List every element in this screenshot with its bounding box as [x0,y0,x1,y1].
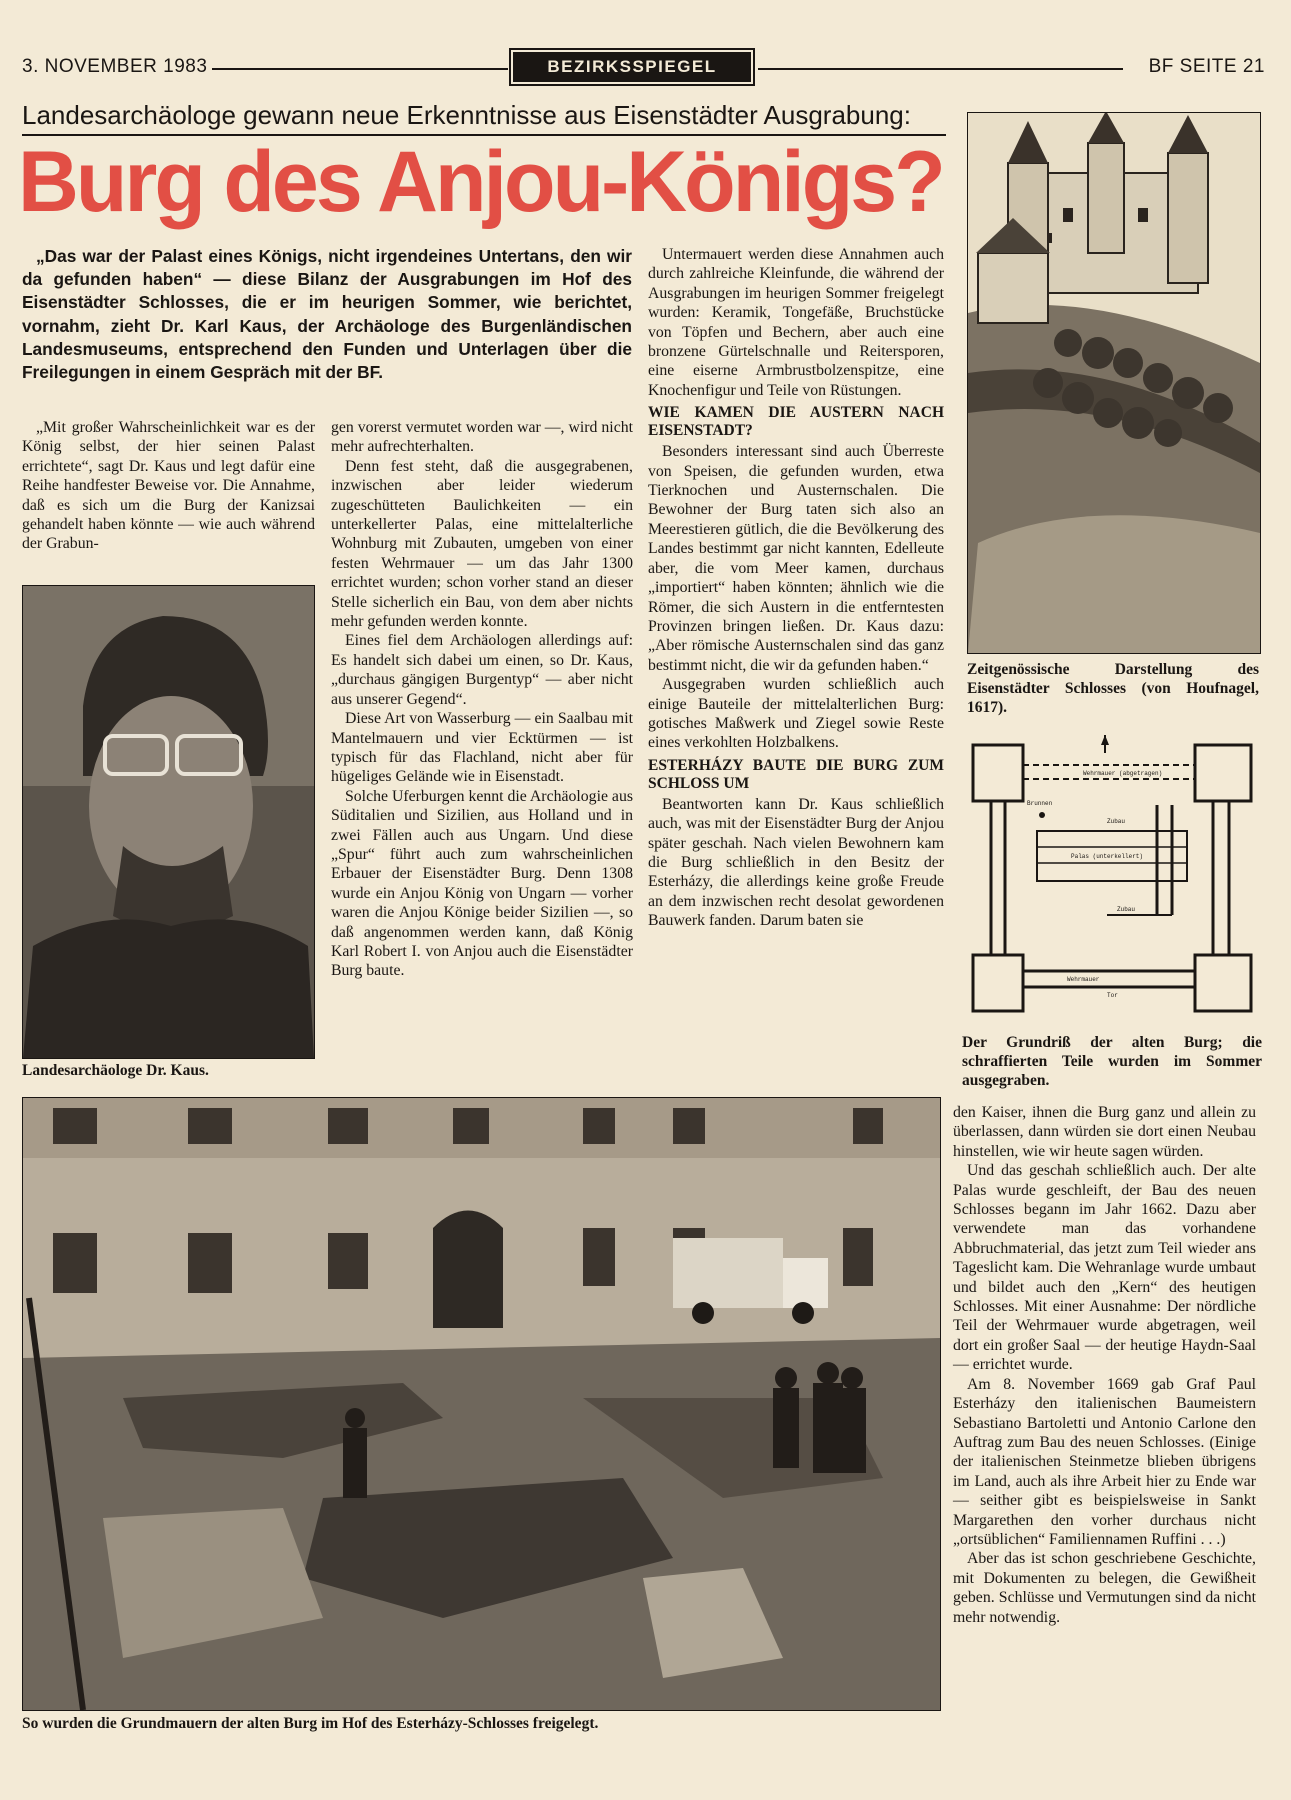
subheading: ESTERHÁZY BAUTE DIE BURG ZUM SCHLOSS UM [648,756,944,792]
paragraph: Diese Art von Wasserburg — ein Saalbau mit Mantelmauern und vier Ecktürmen — ist typisch für das Flachland, nicht aber für hügeliges Gelände wie in Eisenstadt. [331,710,633,786]
kicker-line: Landesarchäologe gewann neue Erkenntnisse aus Eisenstädter Ausgrabung: [22,100,946,136]
plan-caption: Der Grundriß der alten Burg; die schraffierten Teile wurden im Sommer ausgegraben. [962,1034,1262,1089]
plan-label: Tor [1107,992,1118,999]
paragraph: den Kaiser, ihnen die Burg ganz und allein zu überlassen, dann würden sie dort einen Neubau hinstellen, wie wir heute sagen würden. [953,1104,1256,1160]
section-badge: BEZIRKSSPIEGEL [513,52,751,82]
paragraph: Und das geschah schließlich auch. Der alte Palas wurde geschleift, der Bau des neuen Schlosses begann im Jahr 1662. Dazu aber verwendete man das vorhandene Abbruchmaterial, das jetzt zum Teil wieder ans Tageslicht kam. Die Wehranlage wurde umbaut und bildet auch den „Kern“ des heutigen Schlosses. Mit einer Ausnahme: Der nördliche Teil der Wehrmauer wurde abgetragen, weil dort ein großer Saal — der heutige Haydn-Saal — errichtet wurde. [953,1162,1256,1374]
excavation-photo [22,1097,941,1711]
paragraph: Am 8. November 1669 gab Graf Paul Esterházy den italienischen Baumeistern Sebastiano Bartoletti und Antonio Carlone den Auftrag zum Bau des neuen Schlosses. (Einige der italienischen Steinmetze blieben übrigens im Land, auch als ihre Arbeit hier zu Ende war — seither gibt es beispielsweise in Sankt Margarethen den vorher durchaus nicht „ortsüblichen“ Familiennamen Ruffini . . .) [953,1375,1256,1548]
article-column-4 [953,1103,1256,1627]
castle-illustration [968,113,1260,653]
headline: Burg des Anjou-Königs? [18,134,943,230]
lead-paragraph: „Das war der Palast eines Königs, nicht irgendeines Untertans, den wir da gefunden haben“ — diese Bilanz der Ausgrabungen im Hof des Eisenstädter Schlosses, die er im heurigen Sommer, wie berichtet, vornahm, zieht Dr. Karl Kaus, der Archäologe des Burgenländischen Landesmuseums, entsprechend den Funden und Unterlagen über die Freilegungen in einem Gespräch mit der BF. [22,246,632,383]
article-column-2 [331,418,633,981]
excavation-image [23,1098,940,1710]
plan-label: Zubau [1117,906,1136,913]
portrait-caption: Landesarchäologe Dr. Kaus. [22,1062,209,1079]
floor-plan-drawing [967,735,1259,1020]
portrait-image [23,586,314,1058]
plan-label: Brunnen [1027,800,1053,807]
castle-engraving [967,112,1261,654]
page-number: BF SEITE 21 [1148,56,1265,77]
header-rule-right [758,68,1123,70]
paragraph: Eines fiel dem Archäologen allerdings auf: Es handelt sich dabei um einen, so Dr. Kaus, „durchaus gängigen Burgentyp“ — aber nicht aus unserer Gegend“. [331,632,633,708]
subheading: WIE KAMEN DIE AUSTERN NACH EISENSTADT? [648,404,944,440]
paragraph: „Mit großer Wahrscheinlichkeit war es der König selbst, der hier seinen Palast errichtete“, sagt Dr. Kaus und legt dafür eine Reihe handfester Beweise vor. Die Annahme, daß es sich um die Burg der Kanizsai gehandelt haben könnte — wie auch während der Grabun- [22,419,315,553]
plan-label: Palas (unterkellert) [1071,853,1144,860]
paragraph: Ausgegraben wurden schließlich auch einige Bauteile der mittelalterlichen Burg: gotisches Maßwerk und Ziegel sowie Reste eines verkohlten Holzbalkens. [648,676,944,752]
castle-caption: Zeitgenössische Darstellung des Eisenstädter Schlosses (von Houfnagel, 1617). [967,661,1259,716]
paragraph: Beantworten kann Dr. Kaus schließlich auch, was mit der Eisenstädter Burg der Anjou später geschah. Nach vielen Bewohnern kam die Burg schließlich in den Besitz der Esterházy, die allerdings keine große Freude an dem inzwischen recht desolat gewordenen Bauwerk fanden. Darum baten sie [648,795,944,930]
floor-plan [967,735,1259,1020]
portrait-photo [22,585,315,1059]
plan-label: Wehrmauer [1067,976,1100,983]
plan-label: Zubau [1107,818,1126,825]
article-column-3 [648,245,944,931]
paragraph: Solche Uferburgen kennt die Archäologie aus Süditalien und Sizilien, aus Holland und in zwei Fällen auch aus Ungarn. Und diese „Spur“ führt auch zum wahrscheinlichen Erbauer der Eisenstädter Burg. Denn 1308 wurde ein Anjou König von Ungarn — vorher waren die Anjou Könige beider Sizilien —, so daß angenommen werden kann, daß König Karl Robert I. von Anjou auch die Eisenstädter Burg baute. [331,787,633,980]
paragraph: Denn fest steht, daß die ausgegrabenen, inzwischen aber leider wiederum zugeschütteten Baulichkeiten — ein unterkellerter Palas, eine mittelalterliche Wohnburg mit Zubauten, umgeben von einer festen Wehrmauer — um das Jahr 1300 errichtet wurden; schon vorher stand an dieser Stelle sicherlich ein Bau, von dem aber nichts mehr gefunden werden konnte. [331,457,633,631]
article-column-1 [22,418,315,554]
header-rule-left [212,68,508,70]
paragraph: Besonders interessant sind auch Überreste von Speisen, die gefunden wurden, etwa Tierknochen und Austernschalen. Die Bewohner der Burg taten sich also an Meerestieren gütlich, die die Bevölkerung des Landes bestimmt gar nicht kannten, Edelleute aber, die vom Meer kamen, durchaus „importiert“ haben könnten; ähnlich wie die Römer, die sich Austern in die entferntesten Provinzen bringen ließen. Dr. Kaus dazu: „Aber römische Austernschalen sind das ganz bestimmt nicht, die wir da gefunden haben.“ [648,443,944,674]
paragraph: Untermauert werden diese Annahmen auch durch zahlreiche Kleinfunde, die während der Ausgrabungen im heurigen Sommer freigelegt wurden: Keramik, Tongefäße, Bruchstücke von Töpfen und Bechern, aber auch eine bronzene Gürtelschnalle und Reitersporen, eine eiserne Armbrustbolzenspitze, eine Knochenfigur und Teile von Rüstungen. [648,246,944,399]
issue-date: 3. NOVEMBER 1983 [22,56,208,77]
excavation-caption: So wurden die Grundmauern der alten Burg im Hof des Esterházy-Schlosses freigelegt. [22,1715,599,1732]
plan-label: Wehrmauer (abgetragen) [1083,770,1163,777]
paragraph: Aber das ist schon geschriebene Geschichte, mit Dokumenten zu belegen, die Gewißheit geben. Schlüsse und Vermutungen sind da nicht mehr notwendig. [953,1550,1256,1626]
paragraph: gen vorerst vermutet worden war —, wird nicht mehr aufrechterhalten. [331,419,633,456]
